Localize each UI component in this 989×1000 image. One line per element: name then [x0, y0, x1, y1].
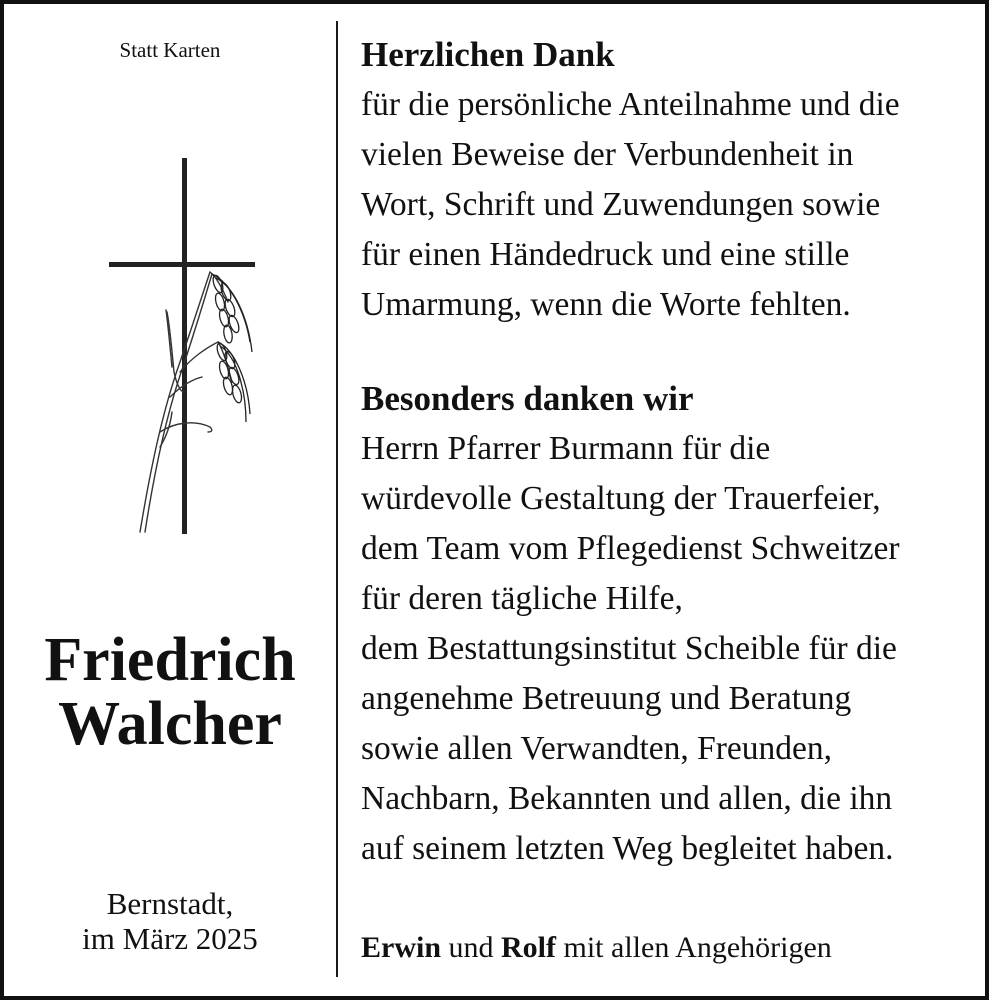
place: Bernstadt, [106, 886, 234, 921]
text-line: Herrn Pfarrer Burmann für die [361, 430, 771, 467]
signature-line [361, 928, 832, 968]
place-date [4, 886, 336, 956]
text-line: für deren tägliche Hilfe, [361, 580, 683, 617]
connector-text: und [441, 931, 502, 964]
left-panel [4, 4, 336, 996]
date: im März 2025 [82, 921, 258, 956]
cross-with-wheat-icon [100, 152, 270, 537]
signer-rolf: Rolf [501, 931, 557, 964]
heading-herzlichen-dank: Herzlichen Dank [361, 35, 615, 74]
text-line: für die persönliche Anteilnahme und die [361, 86, 900, 123]
statt-karten-label: Statt Karten [119, 38, 221, 62]
text-line: vielen Beweise der Verbundenheit in [361, 136, 854, 173]
deceased-name [4, 628, 336, 756]
relatives-text: mit allen Angehörigen [556, 931, 832, 964]
text-line: dem Team vom Pflegedienst Schweitzer [361, 530, 900, 567]
text-line: Wort, Schrift und Zuwendungen sowie [361, 186, 881, 223]
text-line: angenehme Betreuung und Beratung [361, 680, 852, 717]
signer-erwin: Erwin [361, 931, 442, 964]
text-line: für einen Händedruck und eine stille [361, 236, 850, 273]
text-line: auf seinem letzten Weg begleitet haben. [361, 830, 894, 867]
last-name: Walcher [58, 690, 282, 758]
column-divider [336, 21, 338, 977]
text-line: dem Bestattungsinstitut Scheible für die [361, 630, 897, 667]
text-line: Nachbarn, Bekannten und allen, die ihn [361, 780, 893, 817]
right-panel [361, 30, 971, 964]
heading-besonders-danken-wir: Besonders danken wir [361, 379, 694, 418]
text-line: würdevolle Gestaltung der Trauerfeier, [361, 480, 881, 517]
text-line: sowie allen Verwandten, Freunden, [361, 730, 833, 767]
text-line: Umarmung, wenn die Worte fehlten. [361, 286, 851, 323]
first-name: Friedrich [44, 626, 296, 694]
